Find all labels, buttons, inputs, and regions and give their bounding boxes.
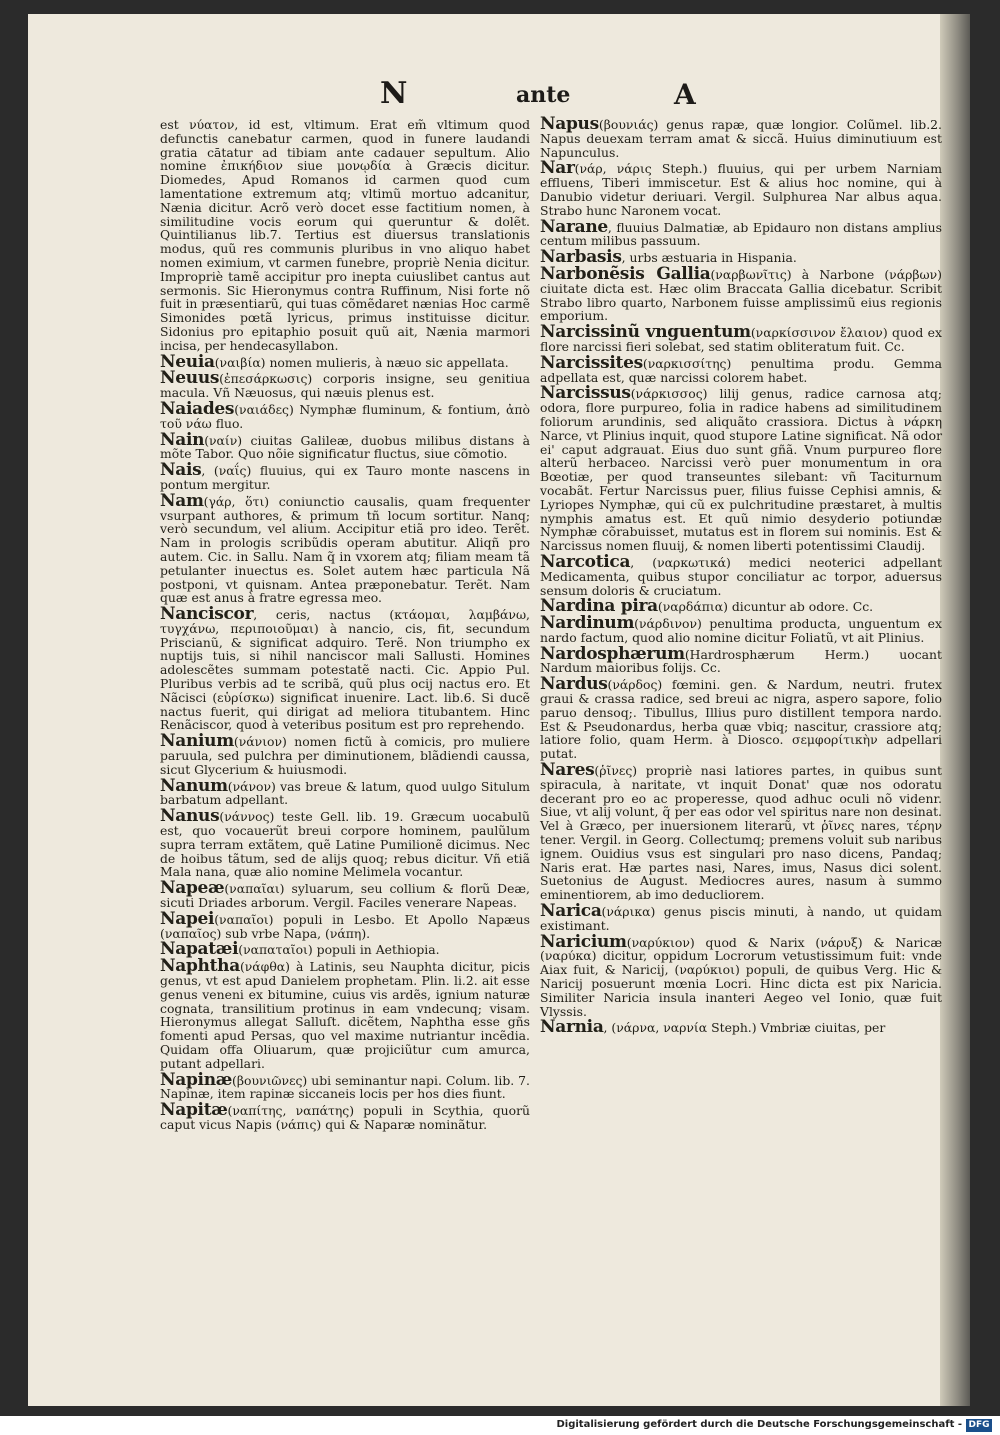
entry-text: (νάννος) teste Gell. lib. 19. Græcum uocabulũ est, quo vocauerũt breui corpore hominem, paulũlum supra terram extãtem, quẽ Latine Pumilionẽ dicimus. Nec de hoibus tãtum, sed de alijs quoq; rebus dicitur. Vñ etiã Mala nana, quæ alio nomine Melimela vocantur. <box>160 809 530 880</box>
entry-headword: Nanum <box>160 775 228 796</box>
entry-text: (ναπαῖαι) syluarum, seu collium & florũ Deæ, sicuti Driades arborum. Vergil. Faciles venerare Napeas. <box>160 881 530 911</box>
entry-headword: Naphtha <box>160 956 240 977</box>
entry-headword: Napeæ <box>160 878 225 899</box>
dictionary-entry <box>160 908 530 941</box>
dictionary-entry <box>540 551 942 598</box>
entry-headword: Napei <box>160 908 215 929</box>
dictionary-entry <box>160 460 530 492</box>
running-header <box>28 76 970 116</box>
dictionary-entry <box>160 956 530 1071</box>
entry-headword: Nardina pira <box>540 596 658 617</box>
entry-headword: Nam <box>160 490 204 511</box>
entry-text: , (νάρνα, ναρνία Steph.) Vmbriæ ciuitas, per <box>603 1020 886 1036</box>
header-word-middle: ante <box>516 82 571 108</box>
entry-text: (ναπαῖοι) populi in Lesbo. Et Apollo Napæus (ναπαῖος) sub vrbe Napa, (νάπη). <box>160 911 530 941</box>
header-letter-left: N <box>380 76 408 111</box>
entry-headword: Narbonẽsis Gallia <box>540 263 711 284</box>
page-binding-edge <box>940 14 970 1406</box>
dictionary-entry <box>540 383 942 554</box>
dictionary-entry <box>160 1069 530 1102</box>
footer-bar <box>0 1416 1000 1435</box>
dictionary-entry <box>540 322 942 354</box>
entry-text: (νάνιον) nomen fictũ à comicis, pro muliere paruula, sed pulchra per diminutionem, blãdiendi caussa, sicut Glycerium & huiusmodi. <box>160 734 530 777</box>
dictionary-entry <box>160 878 530 911</box>
dictionary-entry <box>540 643 942 676</box>
entry-text: (ναρύκιον) quod & Narix (νάρυξ) & Naricæ (ναρύκα) dicitur, oppidum Locrorum vetustissimum fuit: vnde Aiax fuit, & Naricij, (ναρύκιοι) populi, de quibus Verg. Hic & Naricij posuerunt mœnia Locri. Hinc dicta est pix Naricia. Similiter Naricia insula inanteri Aegeo vel Ionio, quæ fuit Vlyssis. <box>540 934 942 1019</box>
entry-headword: Narcissites <box>540 352 643 373</box>
dictionary-entry <box>160 398 530 431</box>
entry-text: (νάρ, νάρις Steph.) fluuius, qui per urbem Narniam effluens, Tiberi immiscetur. Est & alius hoc nomine, qui à Danubio videtur deriuari. Vergil. Sulphurea Nar albus aqua. Strabo hunc Naronem vocat. <box>540 161 942 218</box>
dictionary-entry <box>160 939 530 960</box>
entry-text: (ναρβωνῖτις) à Narbone (νάρβων) ciuitate dicta est. Hæc olim Braccata Gallia dicebatur. Scribit Strabo libro quarto, Narbonem fuisse amplissimũ eius regionis emporium. <box>540 266 942 324</box>
entry-text: (νάρδος) fœmini. gen. & Nardum, neutri. frutex graui & crassa radice, sed breui ac nigra, aspero sapore, folio paruo densoq;. Tibullus, Illius puro distillent tempora nardo. Est & Pseudonardus, herba quæ vbiq; nascitur, crassiore atq; latiore folio, quam Herm. à Diosco. σεμφορίτικὴν adpellari putat. <box>540 677 942 762</box>
entry-headword: Nanus <box>160 806 220 827</box>
dictionary-entry <box>160 775 530 808</box>
entry-text: (νάρκισσος) lilij genus, radice carnosa atq; odora, flore purpureo, folia in radice habens ad similitudinem foliorum arundinis, sed aliquãto crassiora. Dictus à νάρκη Narce, vt Plinius inquit, quod stupore Latine significat. Nã odor ei' caput adgrauat. Eius duo sunt gñã. Vnum purpureo flore alterũ herbaceo. Narcissi verò puer monumentum in ora Bœotiæ, per quod transeuntes silebant: vñ Taciturnum vocabãt. Fertur Narcissus puer, filius fuisse Cephisi amnis, & Lyriopes Nymphæ, qui cũ ex pulchritudine præstaret, à multis nymphis amatus est. Et quũ nimio desyderio potiundæ Nymphæ cõrabuisset, mutatus est in florem sui nominis. Est & Narcissus nomen fluuij, & nomen liberti potentissimi Claudij. <box>540 386 942 554</box>
entry-headword: Neuia <box>160 351 215 372</box>
entry-text: (νάφθα) à Latinis, seu Nauphta dicitur, picis genus, vt est apud Danielem prophetam. Plin. li.2. ait esse genus veneni ex bitumine, cuius vis ardẽs, ignium naturæ cognata, transilitium protinus in eam vndecunq; visam. Hieronymus allegat Salluſt. dicẽtem, Naphtha esse gñs fomenti apud Persas, quo vel maxime nutriantur incẽdia. Quidam offa Oliuarum, quæ projiciũtur cum amurca, putant adpellari. <box>160 959 530 1071</box>
entry-text: (ναιάδες) Nymphæ fluminum, & fontium, ἀπὸ τοῦ νάω fluo. <box>160 401 530 431</box>
entry-headword: Nain <box>160 429 205 450</box>
book-page <box>28 14 970 1406</box>
dictionary-entry <box>540 613 942 645</box>
entry-headword: Narane <box>540 216 608 237</box>
dictionary-entry <box>160 368 530 401</box>
entry-headword: Napitæ <box>160 1100 228 1121</box>
dictionary-entry <box>160 490 530 606</box>
entry-headword: Nar <box>540 158 575 179</box>
entry-text: (νάνον) vas breue & latum, quod uulgo Situlum barbatum adpellant. <box>160 778 530 808</box>
entry-text: (βουνιάς) genus rapæ, quæ longior. Colũmel. lib.2. Napus deuexam terram amat & siccã. Huius diminutiuum est Napunculus. <box>540 117 942 160</box>
dictionary-entry <box>160 351 530 372</box>
entry-text: , (ναρκωτικά) medici neoterici adpellant Medicamenta, quibus stupor conciliatur ac torpor, aduersus sensum doloris & cruciatum. <box>540 554 942 598</box>
dictionary-entry <box>540 596 942 617</box>
header-letter-right: A <box>674 78 696 111</box>
entry-text: (ναπίτης, ναπάτης) populi in Scythia, quorũ caput vicus Napis (νάπις) qui & Naparæ nominãtur. <box>160 1103 530 1132</box>
entry-text: (νάρδινον) penultima producta, unguentum ex nardo factum, quod alio nomine dicitur Foliatũ, vt ait Plinius. <box>540 616 942 645</box>
dictionary-entry <box>160 604 530 733</box>
entry-headword: Nanciscor <box>160 604 254 625</box>
entry-text: (ῥῖνες) propriè nasi latiores partes, in quibus sunt spiracula, à naritate, vt inquit Donat' quæ nos odoratu decerant pro eo ac properesse, quod adhuc oculi nõ videnr. Siue, vt alij volunt, q̃ per eas odor vel spiritus nare non desinat. Vel à Græco, per inuersionem literarũ, vt ῥῖνες nares, τέρην tener. Vergil. in Georg. Collectumq; premens voluit sub naribus ignem. Ouidius vsus est singulari pro naso dicens, Pandaq; Naris erat. Hæ partes nasi, Nares, imus, Nasus dici solent. Suetonius de August. Mediocres aures, nasum à summo eminentiorem, ab imo deducliorem. <box>540 763 942 903</box>
entry-headword: Napatæi <box>160 939 239 960</box>
dictionary-entry <box>160 731 530 777</box>
entry-text: , (ναΐς) fluuius, qui ex Tauro monte nascens in pontum mergitur. <box>160 463 530 492</box>
dictionary-entry <box>540 352 942 385</box>
funding-note: Digitalisierung gefördert durch die Deutsche Forschungsgemeinschaft - <box>556 1419 962 1430</box>
entry-headword: Neuus <box>160 368 220 389</box>
entry-headword: Napinæ <box>160 1069 233 1090</box>
dictionary-entry <box>540 247 942 268</box>
entry-text: (ναίν) ciuitas Galileæ, duobus milibus distans à mõte Tabor. Quo nõie significatur fluctus, siue cõmotio. <box>160 432 530 462</box>
dictionary-entry <box>540 1017 942 1038</box>
right-column <box>540 114 942 1038</box>
entry-text: est νύατον, id est, vltimum. Erat em̃ vltimum quod defunctis canebatur carmen, quod in funere laudandi gratia cātatur ad tibiam ante cadauer sepultum. Alio nomine ἐπικήδιον siue μονῳδία à Græcis dicitur. Diomedes, Apud Romanos id carmen quod cum lamentatione extremum atq; vltimũ mortuo adcanitur, Nænia dicitur. Acrõ verò docet esse factitium nomen, à similitudine vocis eorum qui queruntur & dolẽt. Quintilianus lib.7. Tertius est diuersus translationis modus, quũ res communis pluribus in vno aliquo habet nomen eximium, vt carmen funebre, propriè Nenia dicitur. Impropriè tamẽ accipitur pro inepta cuiuslibet cantus aut sermonis. Sic Hieronymus contra Ruffinum, Nisi forte nõ fuit in præsentiarũ, qui tuas cõmẽdaret nænias Hoc carmẽ Simonides pœtã lyricus, primus instituisse dicitur. Sidonius pro epitaphio posuit quũ ait, Nænia marmori incisa, per hendecasyllabon. <box>160 117 530 353</box>
entry-headword: Nanium <box>160 731 234 752</box>
entry-text: , urbs æstuaria in Hispania. <box>621 250 797 266</box>
entry-text: , ceris, nactus (κτάομαι, λαμβάνω, τυγχάνω, περιποιοῦμαι) à nancio, cis, fit, secundum Priscianũ, & significat adquiro. Terẽ. Non triumpho ex nuptijs tuis, si nihil nanciscor mali Sallusti. Homines adolescẽtes summam potestatẽ nacti. Cic. Appio Pul. Pluribus verbis ad te scribã, quũ plus ocij nactus ero. Et Nãcisci (εὑρίσκω) significat inuenire. Lact. lib.6. Si ducẽ nactus fuerit, qui dirigat ad meliora titubantem. Hinc Renãciscor, quod à veteribus positum est pro reprehendo. <box>160 607 530 733</box>
entry-headword: Narcissinũ vnguentum <box>540 322 751 343</box>
entry-headword: Nais <box>160 460 202 481</box>
dictionary-entry <box>160 806 530 880</box>
dictionary-entry <box>540 114 942 160</box>
entry-text: (ναιβία) nomen mulieris, à næuo sic appellata. <box>214 354 509 370</box>
dictionary-entry <box>540 216 942 249</box>
entry-headword: Narica <box>540 901 602 922</box>
entry-headword: Nardinum <box>540 613 635 634</box>
dictionary-entry <box>540 931 942 1019</box>
entry-headword: Narcotica <box>540 551 631 572</box>
entry-text: (γάρ, ὅτι) coniunctio causalis, quam frequenter vsurpant authores, & primum tñ locum sortitur. Nanq; verò secundum, vel alium. Accipitur etiã pro ideo. Terẽt. Nam in prologis scribũdis operam abutitur. Aliqñ pro autem. Cic. in Sallu. Nam q̃ in vxorem atq; filiam meam tã petulanter inuectus es. Solet autem hæc particula Nã postponi, vt quisnam. Antea præponebatur. Terẽt. Nam quæ est anus à fratre egressa meo. <box>160 493 530 606</box>
dictionary-entry <box>540 760 942 903</box>
entry-text: , fluuius Dalmatiæ, ab Epidauro non distans amplius centum milibus passuum. <box>540 219 942 249</box>
entry-headword: Nardosphærum <box>540 643 685 664</box>
entry-headword: Naiades <box>160 398 235 419</box>
dictionary-entry <box>160 118 530 353</box>
entry-headword: Nardus <box>540 674 608 695</box>
dfg-logo-icon: DFG <box>966 1419 992 1432</box>
dictionary-entry <box>540 901 942 933</box>
entry-text: (Hardrosphærum Herm.) uocant Nardum maioribus folijs. Cc. <box>540 646 942 676</box>
dictionary-entry <box>540 263 942 324</box>
entry-headword: Nares <box>540 760 595 781</box>
entry-text: (νάρικα) genus piscis minuti, à nando, ut quidam existimant. <box>540 904 942 933</box>
entry-headword: Napus <box>540 114 599 134</box>
entry-text: (βουνιῶνες) ubi seminantur napi. Colum. lib. 7. Napinæ, item rapinæ siccaneis locis per hos dies fiunt. <box>160 1072 530 1102</box>
entry-headword: Naricium <box>540 931 627 952</box>
dictionary-entry <box>160 1100 530 1132</box>
entry-headword: Narcissus <box>540 383 631 404</box>
left-column <box>160 118 530 1135</box>
dictionary-entry <box>160 429 530 462</box>
entry-headword: Narnia <box>540 1017 604 1038</box>
entry-text: (ἐπεσάρκωσις) corporis insigne, seu genitiua macula. Vñ Næuosus, qui næuis plenus est. <box>160 371 530 401</box>
entry-text: (ναρκισσίτης) penultima produ. Gemma adpellata est, quæ narcissi colorem habet. <box>540 355 942 385</box>
entry-headword: Narbasis <box>540 247 622 268</box>
entry-text: (ναρκίσσινον ἔλαιον) quod ex flore narcissi fieri solebat, sed statim obliteratum fuit. Cc. <box>540 325 942 354</box>
entry-text: (ναρδάπια) dicuntur ab odore. Cc. <box>657 599 874 615</box>
dictionary-entry <box>540 674 942 762</box>
dictionary-entry <box>540 158 942 218</box>
entry-text: (ναπαταῖοι) populi in Aethiopia. <box>238 942 440 958</box>
